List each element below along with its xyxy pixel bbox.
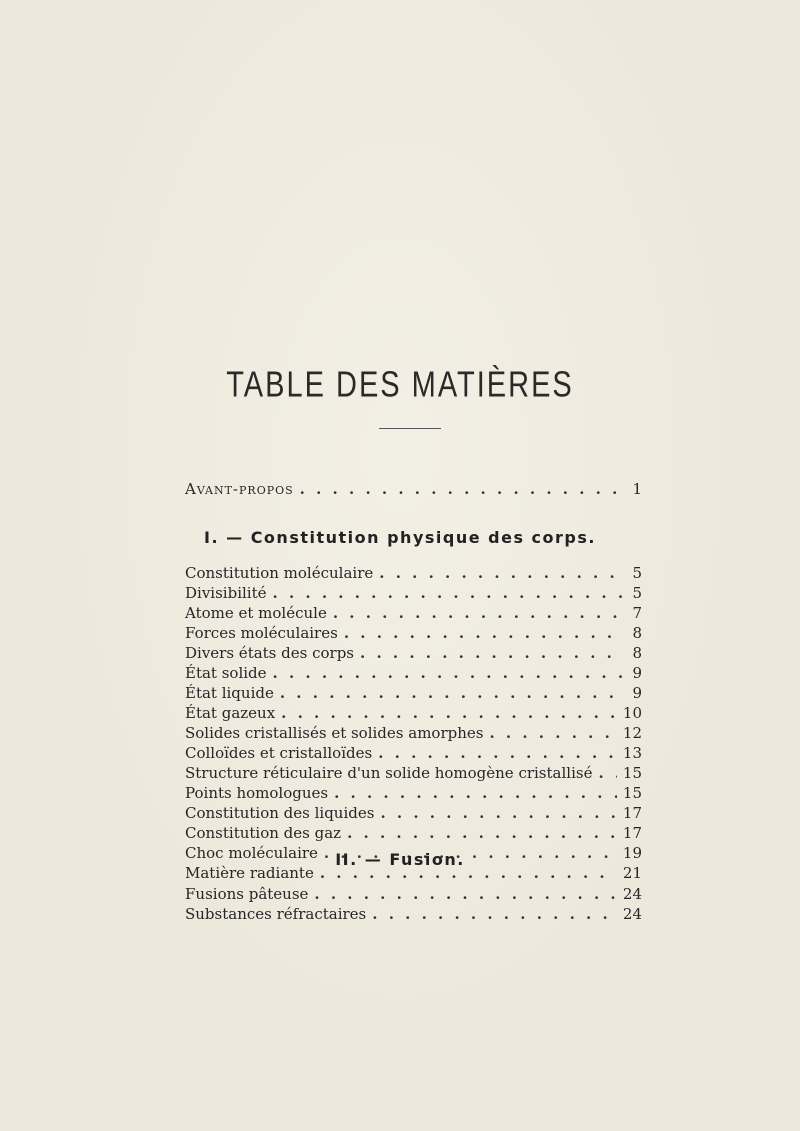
toc-entry-page: 24 [622,885,642,903]
toc-entry-label: État liquide [185,684,274,702]
toc-entry [185,904,642,924]
toc-entry-label: Choc moléculaire [185,844,318,862]
toc-entry-label: Atome et molécule [185,604,327,622]
toc-entry-page: 10 [622,704,642,722]
toc-entry-label: Points homologues [185,784,329,802]
dot-leader [344,623,622,643]
toc-entry-page: 24 [622,905,642,923]
toc-entry [185,643,642,663]
toc-entry [185,623,642,643]
toc-entry [185,763,642,783]
dot-leader [360,643,622,663]
toc-entry-label: Divisibilité [185,584,267,602]
toc-entry-page: 9 [632,684,642,702]
dot-leader [273,583,623,603]
toc-entry [185,703,642,723]
toc-entry [185,563,642,583]
dot-leader [314,884,617,904]
toc-entry-page: 1 [632,480,642,498]
toc-entry-label: Solides cristallisés et solides amorphes [185,724,484,742]
toc-entry-page: 15 [622,764,642,782]
toc-entry-page: 19 [622,844,642,862]
toc-entry-page: 21 [622,864,642,882]
dot-leader [379,563,622,583]
toc-entry [185,884,642,904]
toc-entry-label: Avant-propos [185,480,294,498]
toc-entry-label: État solide [185,664,267,682]
toc-entry-page: 8 [632,624,642,642]
toc-entry-label: Constitution des liquides [185,804,375,822]
toc-entry [185,723,642,743]
toc-entry-page: 5 [632,584,642,602]
toc-entry-label: Divers états des corps [185,644,354,662]
dot-leader [378,743,617,763]
toc-entry-label: Constitution moléculaire [185,564,374,582]
dot-leader [334,783,617,803]
dot-leader [281,703,617,723]
page-title: TABLE DES MATIÈRES [226,365,574,405]
dot-leader [372,904,617,924]
dot-leader [300,479,622,499]
toc-entry-preface [185,479,642,499]
toc-entry [185,743,642,763]
toc-entry [185,583,642,603]
dot-leader [598,763,616,783]
toc-entry [185,803,642,823]
toc-entry-page: 5 [632,564,642,582]
toc-entry-page: 12 [622,724,642,742]
title-divider [379,428,441,429]
toc-entry [185,663,642,683]
toc-entry-page: 17 [622,804,642,822]
dot-leader [333,603,622,623]
toc-entry-label: Constitution des gaz [185,824,342,842]
dot-leader [347,823,617,843]
toc-entry-label: Colloïdes et cristalloïdes [185,744,373,762]
toc-entry [185,783,642,803]
dot-leader [489,723,616,743]
toc-entry [185,603,642,623]
toc-entry-label: État gazeux [185,704,276,722]
dot-leader [273,663,622,683]
toc-entry-page: 13 [622,744,642,762]
toc-entry-page: 7 [632,604,642,622]
section-heading-2: II. — Fusion. [335,850,465,869]
toc-entry-page: 15 [622,784,642,802]
section-heading-1: I. — Constitution physique des corps. [204,528,596,547]
toc-entry-label: Forces moléculaires [185,624,338,642]
toc-entry-label: Substances réfractaires [185,905,367,923]
toc-entry-page: 9 [632,664,642,682]
dot-leader [280,683,622,703]
toc-entry [185,683,642,703]
toc-entry-page: 8 [632,644,642,662]
dot-leader [380,803,616,823]
toc-entry-label: Matière radiante [185,864,314,882]
toc-entry [185,823,642,843]
toc-entry-label: Fusions pâteuse [185,885,309,903]
toc-entry-label: Structure réticulaire d'un solide homogène cristallisé [185,764,593,782]
toc-entry-page: 17 [622,824,642,842]
